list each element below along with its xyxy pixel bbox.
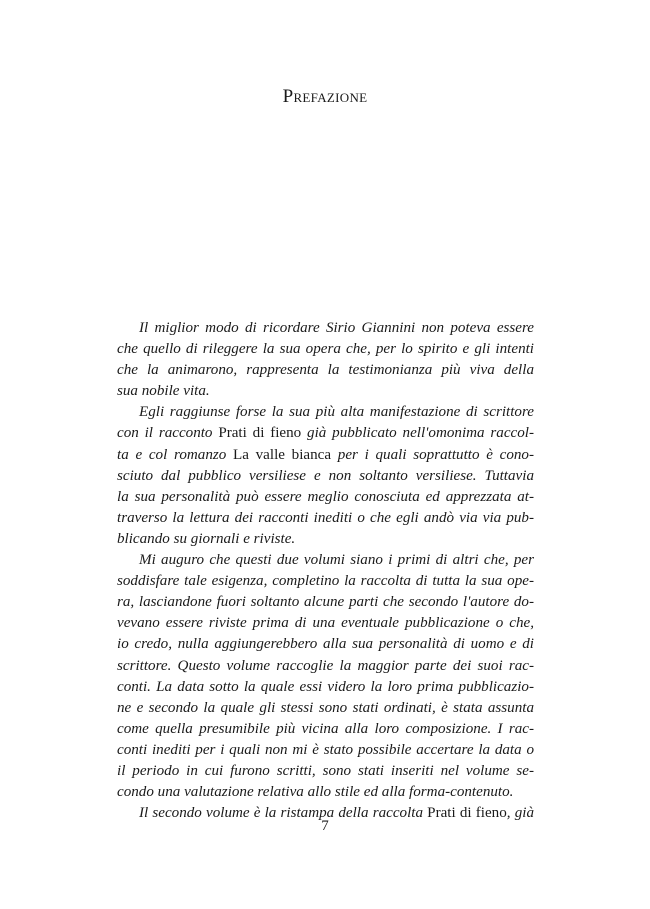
italic-text-run: il periodo in cui furono scritti, sono stati inseriti nel volume se- xyxy=(117,762,534,779)
text-line xyxy=(117,740,534,761)
italic-text-run: ta e col romanzo xyxy=(117,446,233,463)
italic-text-run: Egli raggiunse forse la sua più alta manifestazione di scrittore xyxy=(139,404,534,421)
text-line xyxy=(117,445,534,466)
italic-text-run: condo una valutazione relativa allo stile ed alla forma-contenuto. xyxy=(117,784,514,801)
text-line xyxy=(117,634,534,655)
text-line xyxy=(117,782,534,803)
italic-text-run: già pubblicato nell'omonima raccol- xyxy=(301,425,534,442)
text-line xyxy=(117,761,534,782)
italic-text-run: ra, lasciandone fuori soltanto alcune parti che secondo l'autore do- xyxy=(117,594,534,611)
italic-text-run: che la animarono, rappresenta la testimonianza più viva della xyxy=(117,362,534,379)
text-line xyxy=(117,677,534,698)
italic-text-run: io credo, nulla aggiungerebbero alla sua personalità di uomo e di xyxy=(117,636,534,653)
roman-text-run: La valle bianca xyxy=(233,446,332,463)
roman-text-run: Prati di fieno xyxy=(218,425,302,442)
text-line xyxy=(117,466,534,487)
text-line xyxy=(117,339,534,360)
italic-text-run: , già xyxy=(506,805,534,822)
italic-text-run: Mi auguro che questi due volumi siano i primi di altri che, per xyxy=(139,552,534,569)
italic-text-run: sciuto dal pubblico versiliese e non soltanto versiliese. Tuttavia xyxy=(117,467,534,484)
page-number: 7 xyxy=(321,818,329,834)
text-line xyxy=(117,613,534,634)
italic-text-run: la sua personalità può essere meglio conosciuta ed apprezzata at- xyxy=(117,488,534,505)
italic-text-run: per i quali soprattutto è cono- xyxy=(331,446,534,463)
italic-text-run: come quella presumibile più vicina alla loro composizione. I rac- xyxy=(117,720,534,737)
italic-text-run: con il racconto xyxy=(117,425,219,442)
italic-text-run: blicando su giornali e riviste. xyxy=(117,530,296,547)
page-title: Prefazione xyxy=(282,86,368,107)
text-line xyxy=(117,381,534,402)
text-line xyxy=(117,571,534,592)
text-line xyxy=(117,592,534,613)
text-line xyxy=(117,360,534,381)
text-line xyxy=(117,550,534,571)
text-line xyxy=(117,508,534,529)
preface-text xyxy=(117,318,534,824)
italic-text-run: sua nobile vita. xyxy=(117,383,210,400)
text-line xyxy=(117,719,534,740)
italic-text-run: conti inediti per i quali non mi è stato possibile accertare la data o xyxy=(117,741,534,758)
text-line xyxy=(117,318,534,339)
italic-text-run: ne e secondo la quale gli stessi sono stati ordinati, è stata assunta xyxy=(117,699,534,716)
text-line xyxy=(117,529,534,550)
italic-text-run: soddisfare tale esigenza, completino la raccolta di tutta la sua ope- xyxy=(117,573,534,590)
italic-text-run: vevano essere riviste prima di una eventuale pubblicazione o che, xyxy=(117,615,534,632)
text-line xyxy=(117,402,534,423)
text-line xyxy=(117,487,534,508)
italic-text-run: traverso la lettura dei racconti inediti o che egli andò via via pub- xyxy=(117,509,534,526)
text-line xyxy=(117,423,534,444)
italic-text-run: conti. La data sotto la quale essi videro la loro prima pubblicazio- xyxy=(117,678,534,695)
text-line xyxy=(117,656,534,677)
roman-text-run: Prati di fieno xyxy=(427,805,507,822)
italic-text-run: che quello di rileggere la sua opera che, per lo spirito e gli intenti xyxy=(117,341,534,358)
italic-text-run: Il miglior modo di ricordare Sirio Giannini non poteva essere xyxy=(139,320,534,336)
text-line xyxy=(117,698,534,719)
italic-text-run: scrittore. Questo volume raccoglie la maggior parte dei suoi rac- xyxy=(117,657,534,674)
italic-text-run: Il secondo volume è la ristampa della raccolta xyxy=(139,805,428,822)
